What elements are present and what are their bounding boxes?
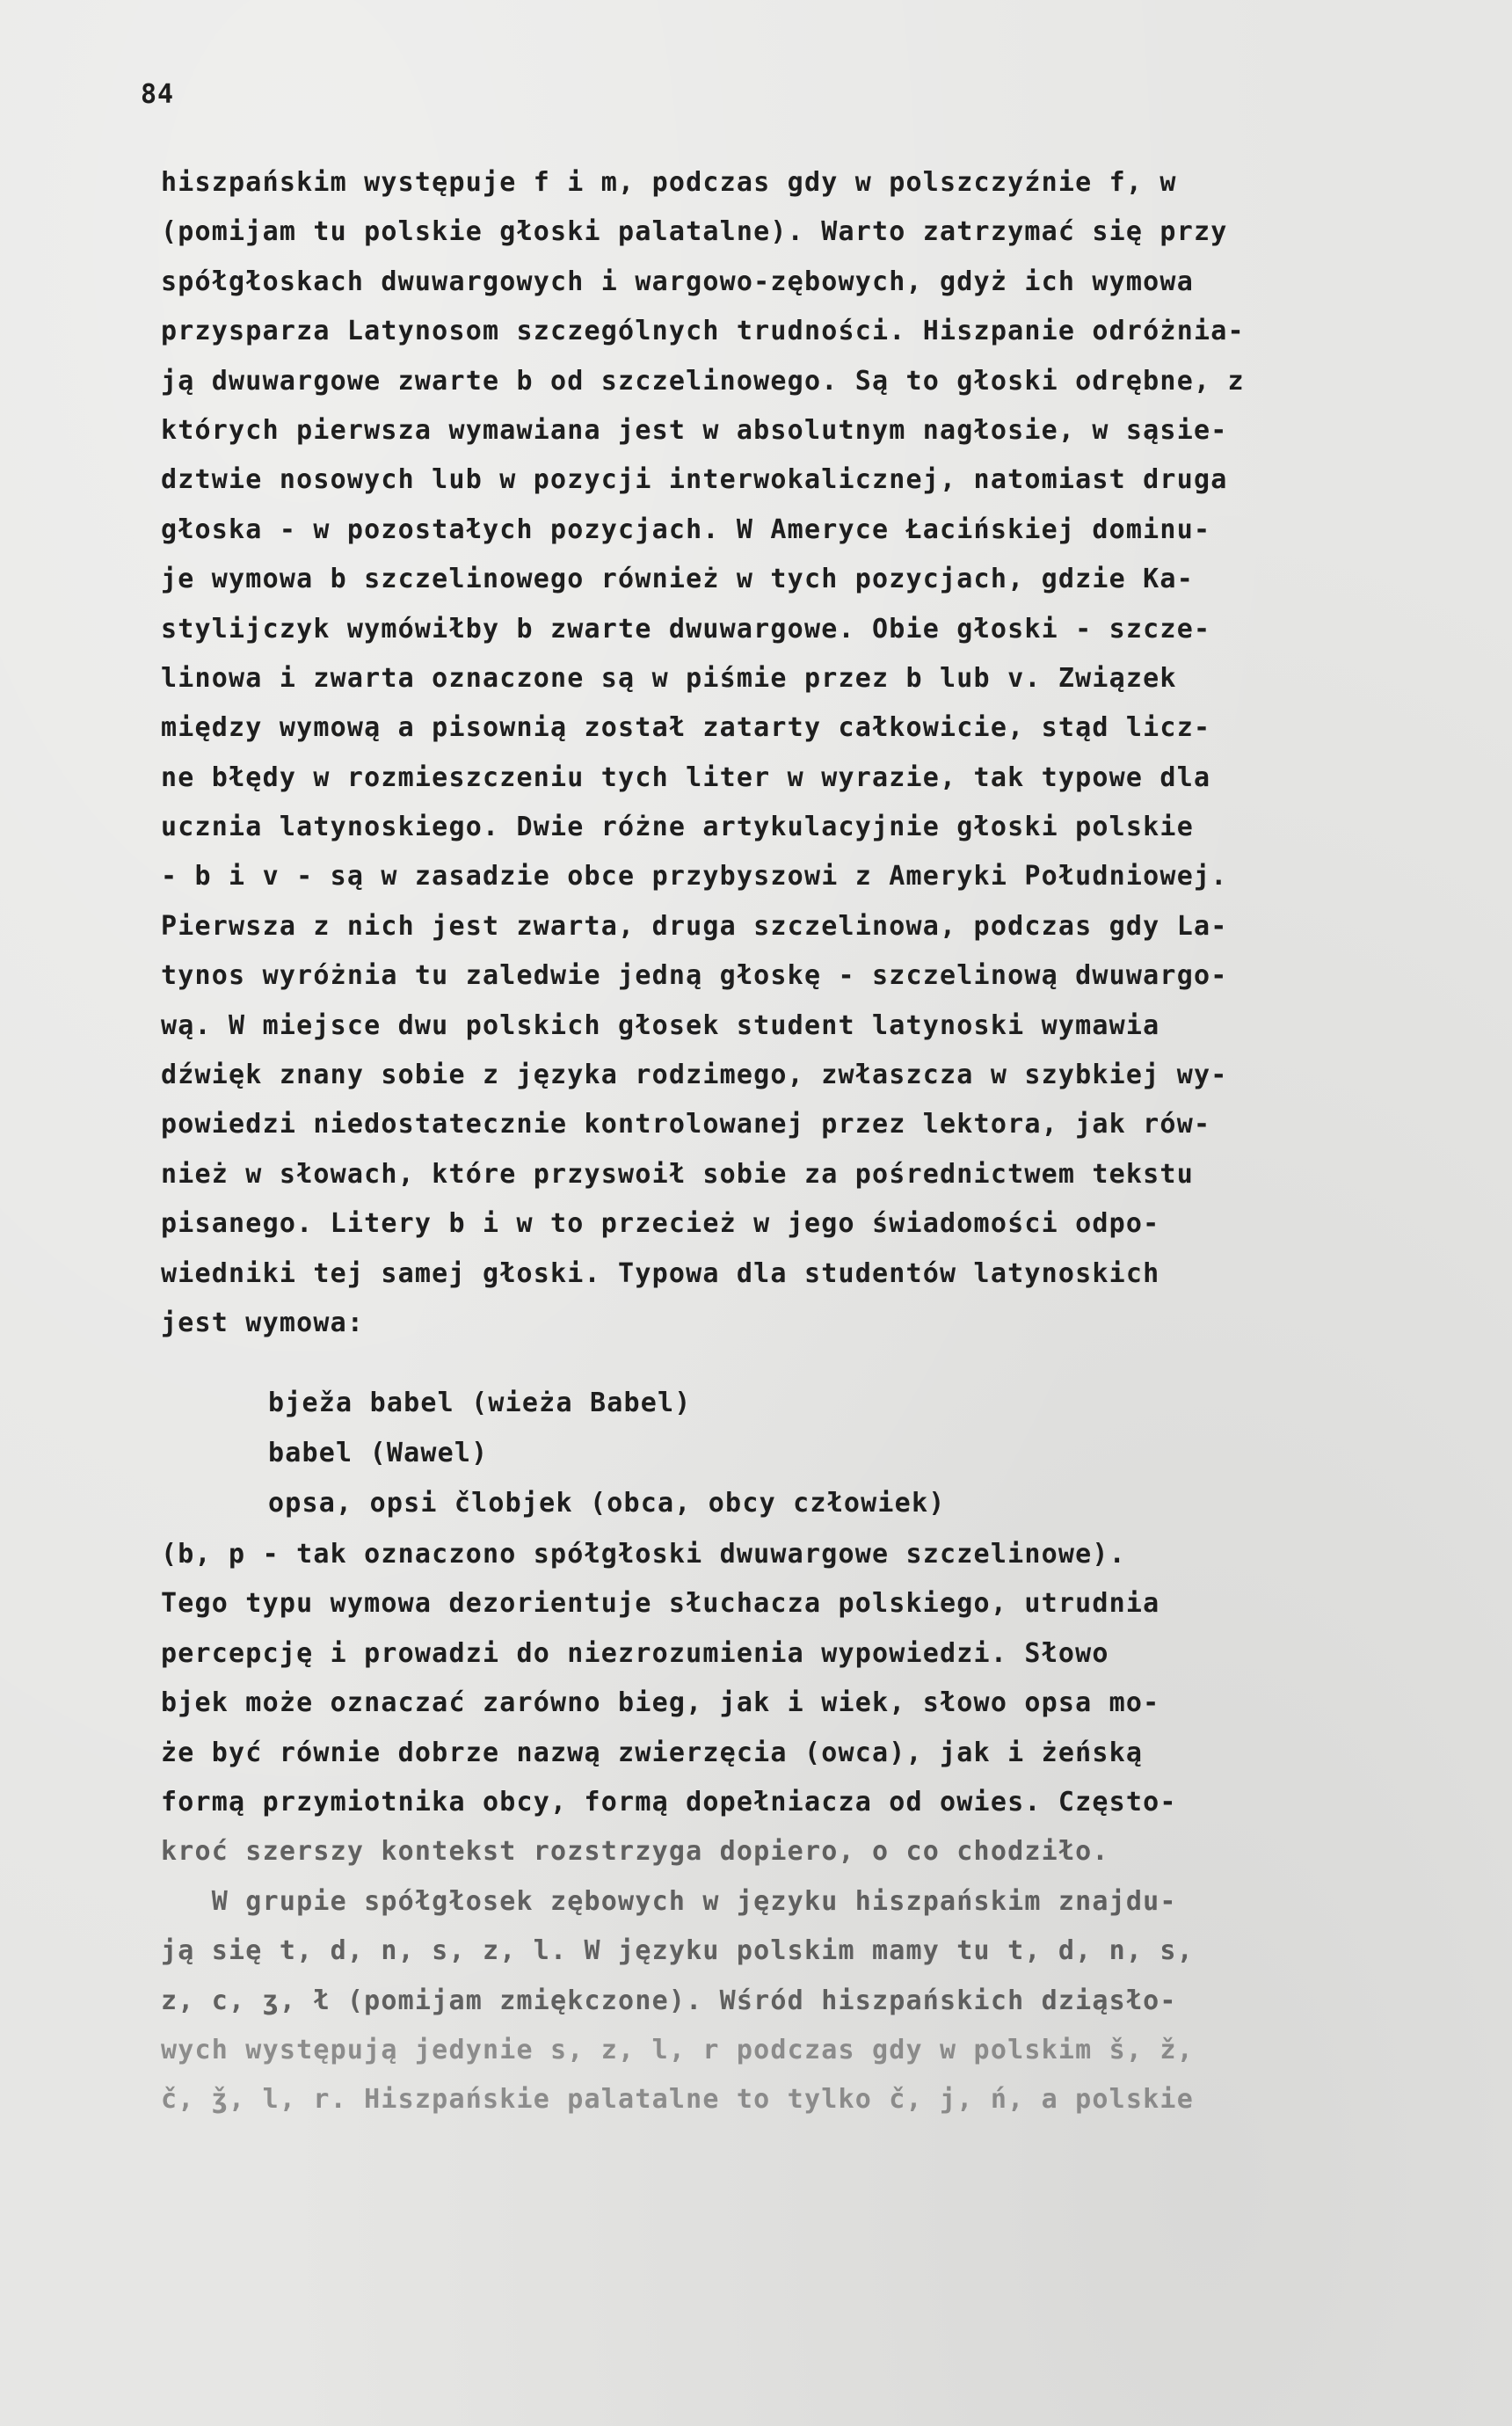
example-line: opsa, opsi člobjek (obca, obcy człowiek)	[268, 1488, 946, 1519]
text-line: z, c, ʒ, ł (pomijam zmiękczone). Wśród hiszpańskich dziąsło-	[161, 1985, 1177, 2016]
text-line: wych występują jedynie s, z, l, r podczas gdy w polskim š, ž,	[161, 2034, 1194, 2065]
text-line: że być równie dobrze nazwą zwierzęcia (owca), jak i żeńską	[161, 1737, 1144, 1768]
text-line: formą przymiotnika obcy, formą dopełniacza od owies. Często-	[161, 1786, 1177, 1818]
text-line: dźwięk znany sobie z języka rodzimego, zwłaszcza w szybkiej wy-	[161, 1060, 1228, 1091]
text-line: č, ǯ, l, r. Hiszpańskie palatalne to tylko č, j, ń, a polskie	[161, 2084, 1194, 2116]
example-line: bježa babel (wieża Babel)	[268, 1388, 692, 1418]
text-line: hiszpańskim występuje f i m, podczas gdy w polszczyźnie f, w	[161, 167, 1177, 198]
text-line: między wymową a pisownią został zatarty całkowicie, stąd licz-	[161, 712, 1211, 744]
text-line: bjek może oznaczać zarówno bieg, jak i wiek, słowo opsa mo-	[161, 1687, 1160, 1719]
text-line: Pierwsza z nich jest zwarta, druga szczelinowa, podczas gdy La-	[161, 910, 1228, 942]
text-line: (pomijam tu polskie głoski palatalne). Warto zatrzymać się przy	[161, 216, 1228, 248]
text-line: przysparza Latynosom szczególnych trudności. Hiszpanie odróżnia-	[161, 316, 1245, 347]
text-line: tynos wyróżnia tu zaledwie jedną głoskę - szczelinową dwuwargo-	[161, 960, 1228, 992]
text-line: je wymowa b szczelinowego również w tych pozycjach, gdzie Ka-	[161, 564, 1194, 595]
text-line: nież w słowach, które przyswoił sobie za pośrednictwem tekstu	[161, 1158, 1194, 1190]
text-line: jest wymowa:	[161, 1307, 365, 1338]
paragraph-2	[161, 1530, 1427, 2125]
text-line: powiedzi niedostatecznie kontrolowanej przez lektora, jak rów-	[161, 1109, 1211, 1140]
text-line: percepcję i prowadzi do niezrozumienia wypowiedzi. Słowo	[161, 1637, 1109, 1669]
text-line: - b i v - są w zasadzie obce przybyszowi z Ameryki Południowej.	[161, 861, 1228, 892]
example-list	[268, 1378, 945, 1528]
text-line: Tego typu wymowa dezorientuje słuchacza polskiego, utrudnia	[161, 1588, 1160, 1620]
example-line: babel (Wawel)	[268, 1438, 489, 1468]
text-line: linowa i zwarta oznaczone są w piśmie przez b lub v. Związek	[161, 662, 1177, 694]
text-line: stylijczyk wymówiłby b zwarte dwuwargowe. Obie głoski - szcze-	[161, 613, 1211, 645]
paragraph-1	[161, 158, 1427, 1348]
text-line: ne błędy w rozmieszczeniu tych liter w wyrazie, tak typowe dla	[161, 761, 1211, 793]
text-line: ją dwuwargowe zwarte b od szczelinowego. Są to głoski odrębne, z	[161, 365, 1245, 397]
text-line: (b, p - tak oznaczono spółgłoski dwuwargowe szczelinowe).	[161, 1539, 1126, 1570]
text-line: których pierwsza wymawiana jest w absolutnym nagłosie, w sąsie-	[161, 414, 1228, 446]
text-line: ucznia latynoskiego. Dwie różne artykulacyjnie głoski polskie	[161, 812, 1194, 843]
text-line: wiedniki tej samej głoski. Typowa dla studentów latynoskich	[161, 1257, 1160, 1289]
text-line: głoska - w pozostałych pozycjach. W Ameryce Łacińskiej dominu-	[161, 514, 1211, 545]
text-line: spółgłoskach dwuwargowych i wargowo-zębowych, gdyż ich wymowa	[161, 266, 1194, 297]
page-number: 84	[141, 79, 175, 110]
text-line: dztwie nosowych lub w pozycji interwokalicznej, natomiast druga	[161, 464, 1228, 496]
text-line: ją się t, d, n, s, z, l. W języku polskim mamy tu t, d, n, s,	[161, 1935, 1194, 1967]
text-line: wą. W miejsce dwu polskich głosek student latynoski wymawia	[161, 1009, 1160, 1041]
text-line: W grupie spółgłosek zębowych w języku hiszpańskim znajdu-	[161, 1885, 1177, 1917]
text-line: pisanego. Litery b i w to przecież w jego świadomości odpo-	[161, 1208, 1160, 1240]
text-line: kroć szerszy kontekst rozstrzyga dopiero, o co chodziło.	[161, 1836, 1109, 1868]
